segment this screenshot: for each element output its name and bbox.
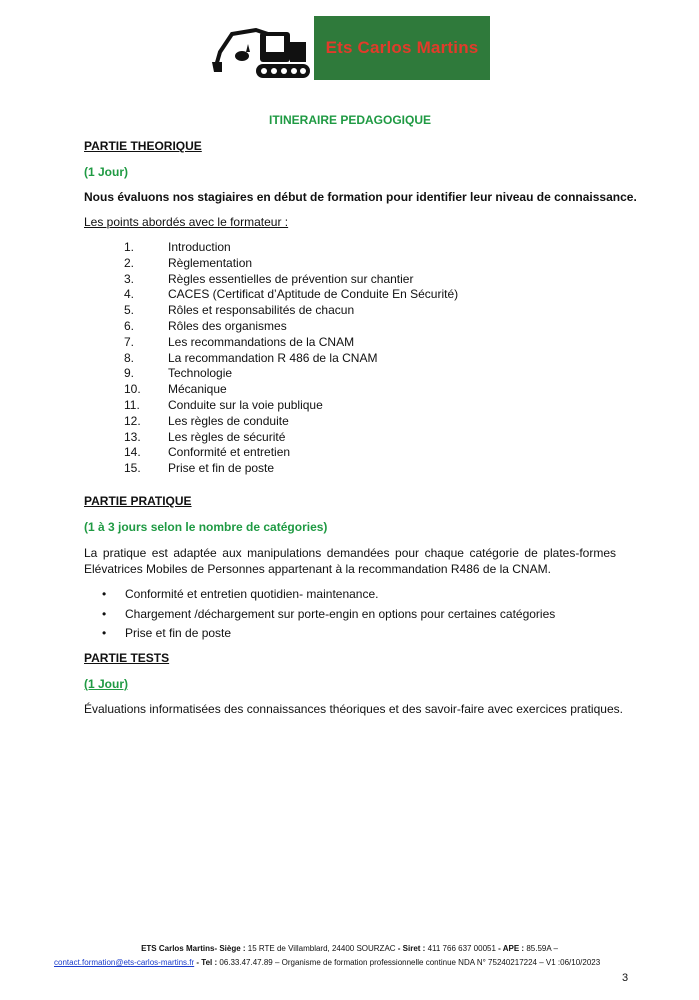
bullet-icon: • — [102, 626, 107, 640]
list-item-number: 3. — [124, 271, 135, 286]
list-item-text: Rôles et responsabilités de chacun — [168, 303, 355, 318]
tests-paragraph: Évaluations informatisées des connaissances théoriques et des savoir-faire avec exercices pratiques. — [84, 702, 623, 716]
list-item-number: 8. — [124, 350, 135, 365]
footer-ape-label: - APE : — [495, 944, 525, 953]
list-item-number: 1. — [124, 240, 135, 254]
footer-ape-value: 85.59A – — [524, 944, 558, 953]
list-item — [124, 303, 458, 319]
excavator-icon — [210, 22, 312, 82]
theory-heading: PARTIE THEORIQUE — [84, 139, 202, 153]
list-item — [124, 430, 458, 446]
list-item — [124, 351, 458, 367]
list-item-text: Règlementation — [168, 255, 253, 270]
header-logo — [210, 16, 490, 80]
list-item — [124, 256, 458, 272]
practice-bullets — [102, 587, 555, 646]
list-item-number: 12. — [124, 413, 141, 428]
footer-email-link[interactable]: contact.formation@ets-carlos-martins.fr — [54, 958, 195, 967]
list-item — [124, 461, 458, 477]
list-item — [124, 445, 458, 461]
list-item-number: 15. — [124, 461, 141, 476]
bullet-icon: • — [102, 587, 107, 601]
list-item-number: 5. — [124, 303, 135, 318]
list-item — [124, 398, 458, 414]
bullet-text: Chargement /déchargement sur porte-engin en options pour certaines catégories — [125, 606, 556, 621]
bullet-item — [102, 607, 555, 627]
list-item-text: Règles essentielles de prévention sur chantier — [168, 271, 414, 286]
list-item-text: Rôles des organismes — [168, 318, 287, 333]
brand-name: Ets Carlos Martins — [325, 38, 479, 57]
theory-intro: Nous évaluons nos stagiaires en début de formation pour identifier leur niveau de connaissance. — [84, 190, 637, 204]
practice-duration: (1 à 3 jours selon le nombre de catégories) — [84, 520, 328, 534]
list-item-text: CACES (Certificat d’Aptitude de Conduite En Sécurité) — [168, 287, 459, 302]
footer-siret-label: - Siret : — [395, 944, 426, 953]
list-item-number: 14. — [124, 445, 141, 460]
list-item — [124, 287, 458, 303]
page-number: 3 — [622, 972, 629, 984]
theory-points-list — [124, 240, 458, 477]
list-item-number: 9. — [124, 366, 135, 381]
list-item-text: Les recommandations de la CNAM — [168, 334, 355, 349]
list-item — [124, 414, 458, 430]
list-item-text: Conduite sur la voie publique — [168, 397, 323, 412]
list-item-number: 13. — [124, 429, 141, 444]
bullet-item — [102, 587, 555, 607]
list-item-number: 6. — [124, 318, 135, 333]
bullet-icon: • — [102, 606, 107, 621]
tests-heading: PARTIE TESTS — [84, 651, 170, 665]
footer-line-2 — [54, 958, 654, 967]
footer-siege-value: 15 RTE de Villamblard, 24400 SOURZAC — [245, 944, 396, 953]
bullet-text: Prise et fin de poste — [125, 626, 232, 640]
list-item-number: 2. — [124, 255, 135, 270]
footer-tel-value: 06.33.47.47.89 – Organisme de formation professionnelle continue NDA N° 75240217224 – V1 :06/10/2023 — [217, 958, 601, 967]
bullet-text: Conformité et entretien quotidien- maintenance. — [125, 587, 379, 601]
list-item-number: 7. — [124, 334, 135, 349]
list-item-text: Technologie — [168, 366, 233, 381]
list-item-text: Introduction — [168, 240, 231, 254]
list-item — [124, 272, 458, 288]
list-item-text: Prise et fin de poste — [168, 461, 275, 476]
brand-banner — [314, 16, 490, 80]
list-item-text: Mécanique — [168, 382, 227, 397]
list-item-text: La recommandation R 486 de la CNAM — [168, 350, 378, 365]
footer-tel-label: - Tel : — [194, 958, 218, 967]
footer-siret-value: 411 766 637 00051 — [425, 944, 496, 953]
footer-company: ETS Carlos Martins — [141, 944, 215, 953]
list-item-number: 10. — [124, 382, 141, 397]
practice-paragraph: La pratique est adaptée aux manipulations demandées pour chaque catégorie de plates-formes Elévatrices Mobiles de Personnes appartenant à la recommandation R486 de la CNAM. — [84, 546, 616, 576]
list-item-text: Conformité et entretien — [168, 445, 291, 460]
list-item-text: Les règles de conduite — [168, 413, 289, 428]
tests-duration — [84, 677, 128, 692]
page-title: ITINERAIRE PEDAGOGIQUE — [268, 113, 432, 127]
list-item-number: 4. — [124, 287, 135, 302]
list-item-text: Les règles de sécurité — [168, 429, 286, 444]
list-item — [124, 382, 458, 398]
list-item — [124, 319, 458, 335]
footer-line-1 — [0, 944, 699, 953]
footer-siege-label: - Siège : — [214, 944, 246, 953]
list-item — [124, 366, 458, 382]
practice-heading: PARTIE PRATIQUE — [84, 494, 192, 508]
theory-duration: (1 Jour) — [84, 165, 129, 179]
list-item — [124, 240, 458, 256]
bullet-item — [102, 626, 555, 646]
tests-duration-text: (1 Jour) — [84, 677, 129, 691]
list-item — [124, 335, 458, 351]
list-item-number: 11. — [124, 397, 140, 412]
theory-points-label: Les points abordés avec le formateur : — [84, 215, 289, 229]
